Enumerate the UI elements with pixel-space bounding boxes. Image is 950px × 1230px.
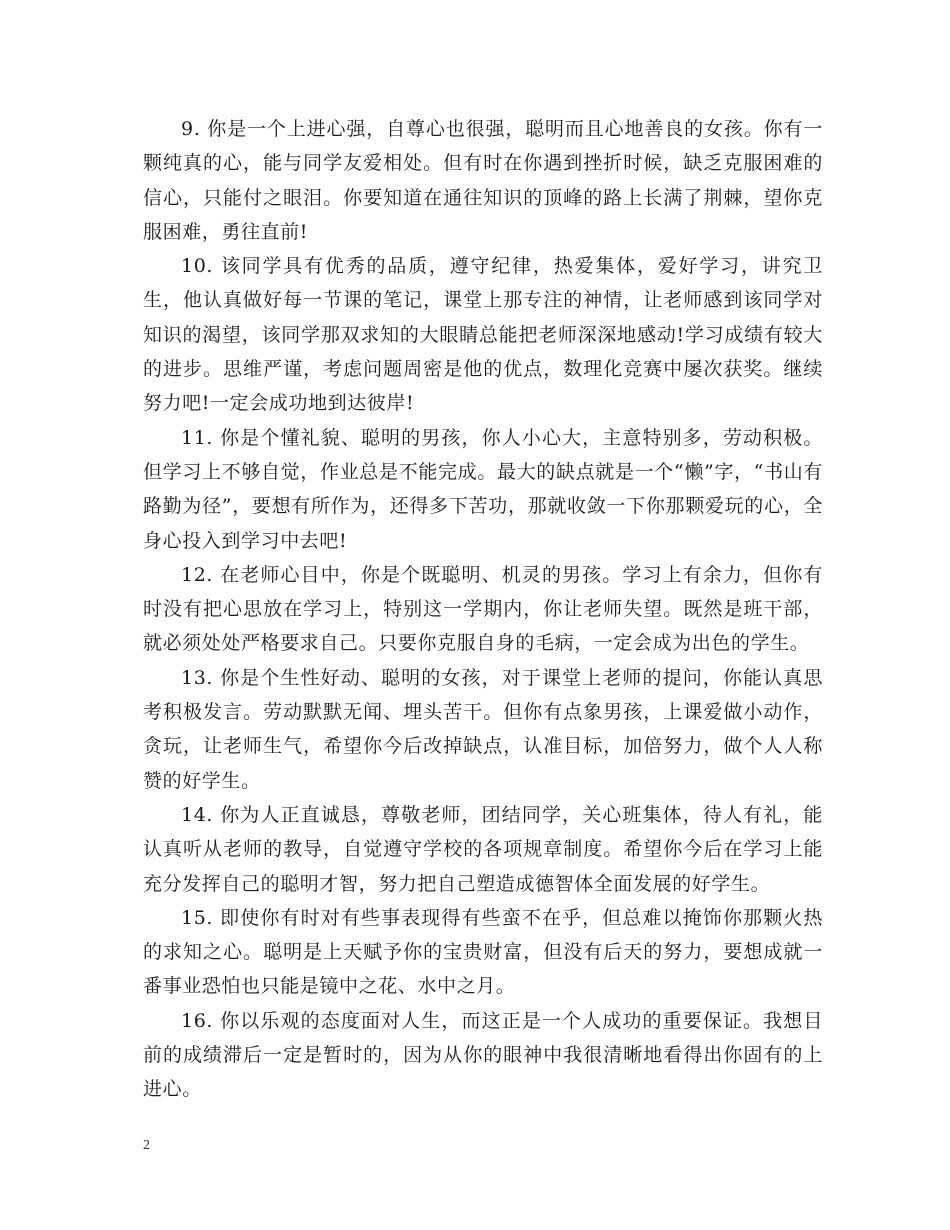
paragraph-12: 12. 在老师心目中，你是个既聪明、机灵的男孩。学习上有余力，但你有时没有把心思放在学习上，特别这一学期内，你让老师失望。既然是班干部，就必须处处严格要求自己。只要你克服自身的毛病，一定会成为出色的学生。 — [143, 563, 823, 655]
page-number: 2 — [143, 1138, 150, 1153]
paragraph-14: 14. 你为人正直诚恳，尊敬老师，团结同学，关心班集体，待人有礼，能认真听从老师的教导，自觉遵守学校的各项规章制度。希望你今后在学习上能充分发挥自己的聪明才智，努力把自己塑造成德智体全面发展的好学生。 — [143, 803, 823, 895]
paragraph-16: 16. 你以乐观的态度面对人生，而这正是一个人成功的重要保证。我想目前的成绩滞后一定是暂时的，因为从你的眼神中我很清晰地看得出你固有的上进心。 — [143, 1009, 823, 1101]
paragraph-11: 11. 你是个懂礼貌、聪明的男孩，你人小心大，主意特别多，劳动积极。但学习上不够自觉，作业总是不能完成。最大的缺点就是一个“懒”字，“书山有路勤为径”，要想有所作为，还得多下苦功，那就收敛一下你那颗爱玩的心，全身心投入到学习中去吧! — [143, 426, 823, 552]
paragraph-9: 9. 你是一个上进心强，自尊心也很强，聪明而且心地善良的女孩。你有一颗纯真的心，能与同学友爱相处。但有时在你遇到挫折时候，缺乏克服困难的信心，只能付之眼泪。你要知道在通往知识的顶峰的路上长满了荆棘，望你克服困难，勇往直前! — [143, 118, 823, 243]
paragraph-10: 10. 该同学具有优秀的品质，遵守纪律，热爱集体，爱好学习，讲究卫生，他认真做好每一节课的笔记，课堂上那专注的神情，让老师感到该同学对知识的渴望，该同学那双求知的大眼睛总能把老师深深地感动!学习成绩有较大的进步。思维严谨，考虑问题周密是他的优点，数理化竞赛中屡次获奖。继续努力吧!一定会成功地到达彼岸! — [143, 255, 823, 415]
document-body — [143, 112, 823, 1107]
paragraph-15: 15. 即使你有时对有些事表现得有些蛮不在乎，但总难以掩饰你那颗火热的求知之心。聪明是上天赋予你的宝贵财富，但没有后天的努力，要想成就一番事业恐怕也只能是镜中之花、水中之月。 — [143, 906, 823, 998]
paragraph-13: 13. 你是个生性好动、聪明的女孩，对于课堂上老师的提问，你能认真思考积极发言。劳动默默无闻、埋头苦干。但你有点象男孩，上课爱做小动作，贪玩，让老师生气，希望你今后改掉缺点，认准目标，加倍努力，做个人人称赞的好学生。 — [143, 666, 823, 792]
